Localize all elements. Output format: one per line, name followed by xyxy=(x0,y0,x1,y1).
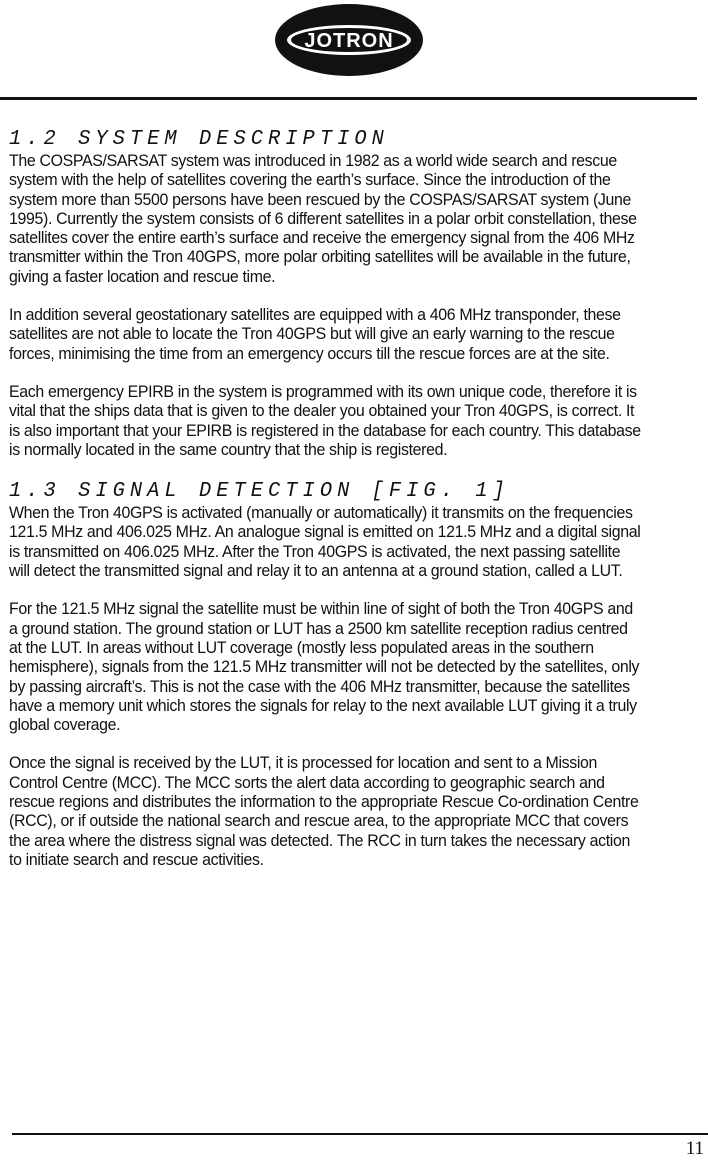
section-heading-system-description: 1.2 SYSTEM DESCRIPTION xyxy=(9,128,389,151)
logo-wordmark: JOTRON xyxy=(304,30,394,52)
header-rule xyxy=(0,97,697,100)
paragraph: Each emergency EPIRB in the system is programmed with its own unique code, therefore it is vital that the ships data that is given to the dealer you obtained your Tron 40GPS, is correct. It is also important that your EPIRB is registered in the database for each country. This database is normally located in the same country that the ship is registered. xyxy=(9,382,641,459)
paragraph: When the Tron 40GPS is activated (manually or automatically) it transmits on the frequencies 121.5 MHz and 406.025 MHz. An analogue signal is emitted on 121.5 MHz and a digital signal is transmitted on 406.025 MHz. After the Tron 40GPS is activated, the next passing satellite will detect the transmitted signal and relay it to an antenna at a ground station, called a LUT. xyxy=(9,504,641,581)
paragraph: For the 121.5 MHz signal the satellite must be within line of sight of both the Tron 40GPS and a ground station. The ground station or LUT has a 2500 km satellite reception radius centred at the LUT. In areas without LUT coverage (mostly less populated areas in the southern hemisphere), signals from the 121.5 MHz transmitter will not be detected by the satellites, only by passing aircraft’s. This is not the case with the 406 MHz transmitter, because the satellites have a memory unit which stores the signals for relay to the next available LUT giving it a truly global coverage. xyxy=(9,600,640,735)
section-heading-signal-detection: 1.3 SIGNAL DETECTION [FIG. 1] xyxy=(9,480,510,504)
paragraph: The COSPAS/SARSAT system was introduced in 1982 as a world wide search and rescue system with the help of satellites covering the earth’s surface. Since the introduction of the system more than 5500 persons have been rescued by the COSPAS/SARSAT system (June 1995). Currently the system consists of 6 different satellites in a polar orbit constellation, these satellites cover the entire earth’s surface and receive the emergency signal from the 406 MHz transmitter within the Tron 40GPS, more polar orbiting satellites will be available in the future, giving a faster location and rescue time. xyxy=(9,152,637,286)
jotron-logo xyxy=(273,2,425,78)
paragraph: Once the signal is received by the LUT, it is processed for location and sent to a Mission Control Centre (MCC). The MCC sorts the alert data according to geographic search and rescue regions and distributes the information to the appropriate Rescue Co-ordination Centre (RCC), or if outside the national search and rescue area, to the appropriate MCC that covers the area where the distress signal was detected. The RCC in turn takes the necessary action to initiate search and rescue activities. xyxy=(9,754,639,869)
page-number: 11 xyxy=(685,1138,704,1159)
page-body xyxy=(9,128,641,870)
paragraph: In addition several geostationary satellites are equipped with a 406 MHz transponder, these satellites are not able to locate the Tron 40GPS but will give an early warning to the rescue forces, minimising the time from an emergency occurs till the rescue forces are at the site. xyxy=(9,306,621,363)
footer-rule xyxy=(12,1133,708,1135)
